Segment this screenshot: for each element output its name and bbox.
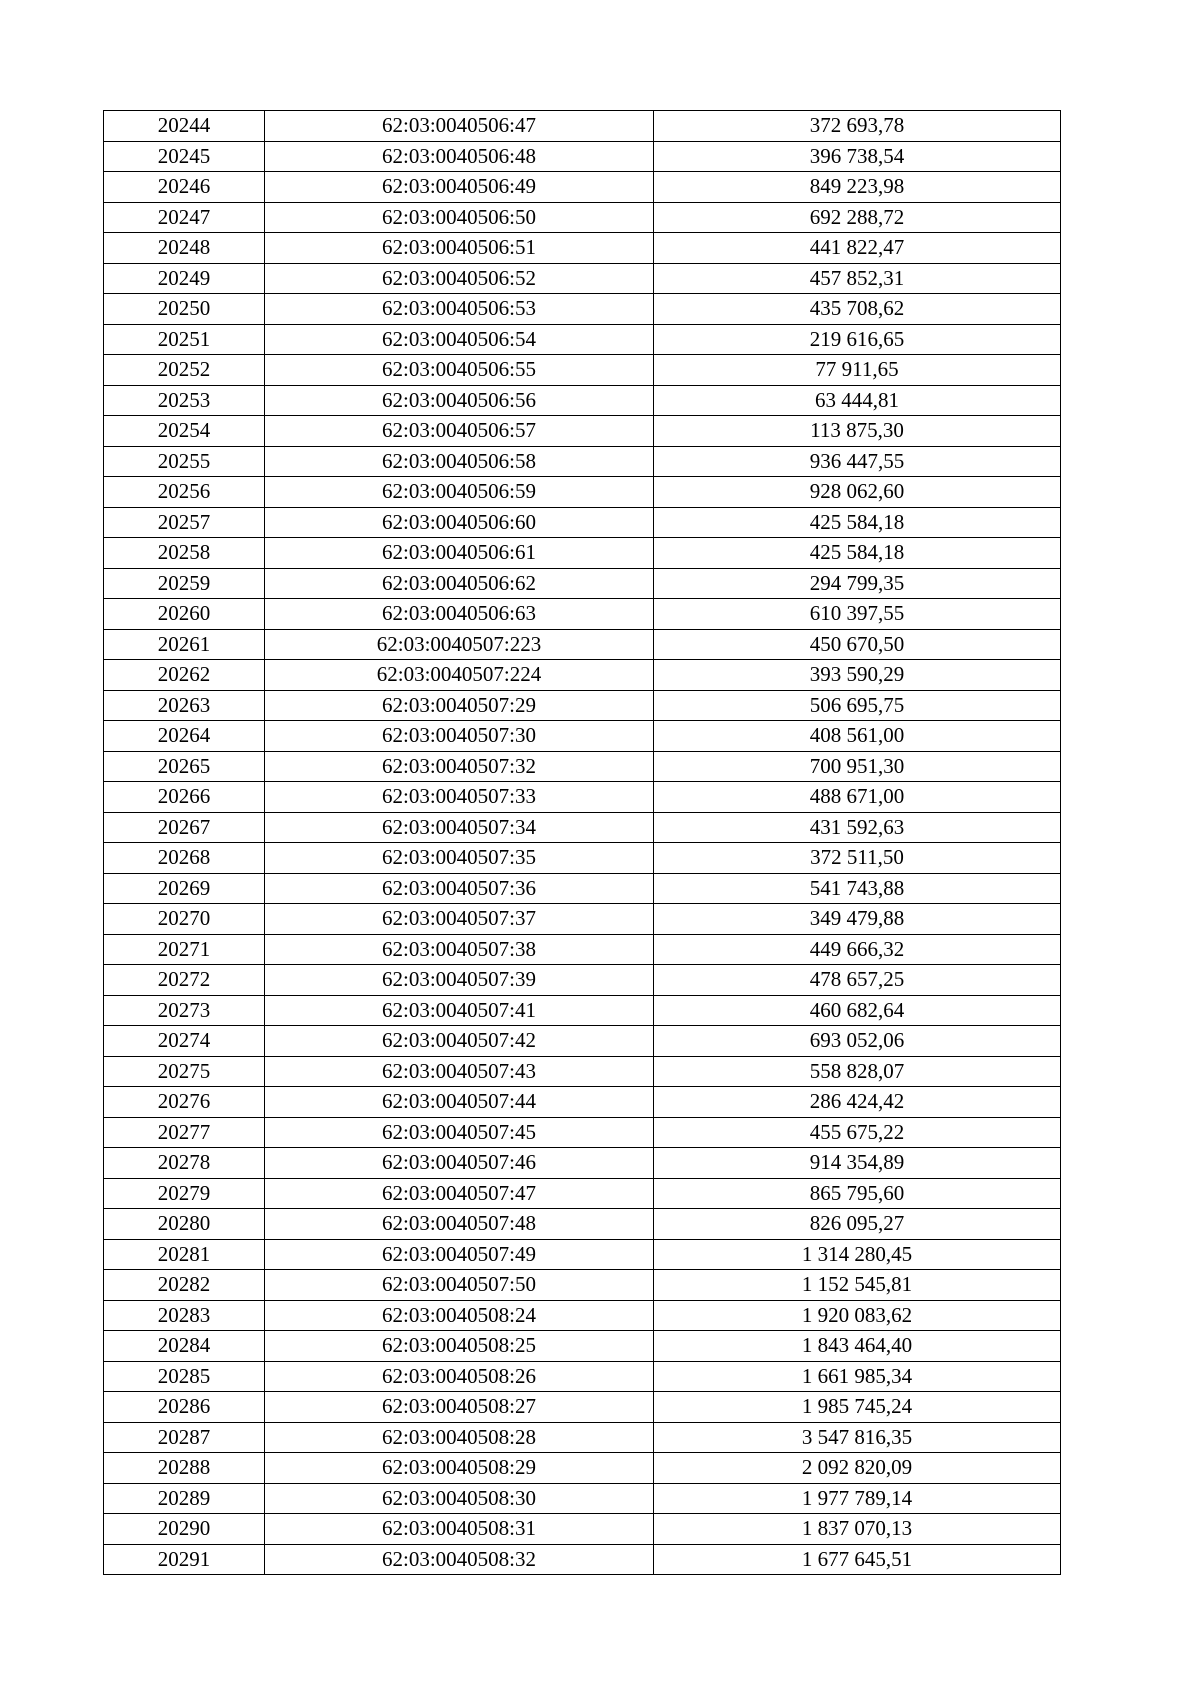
cadastral-value-cell: 541 743,88 [654,873,1061,904]
cadastral-number-cell: 62:03:0040507:32 [265,751,654,782]
table-row [104,1453,1061,1484]
cadastral-number-cell: 62:03:0040506:55 [265,355,654,386]
cadastral-value-cell: 408 561,00 [654,721,1061,752]
cadastral-value-cell: 425 584,18 [654,507,1061,538]
row-number-cell: 20264 [104,721,265,752]
cadastral-value-cell: 1 314 280,45 [654,1239,1061,1270]
cadastral-number-cell: 62:03:0040506:50 [265,202,654,233]
row-number-cell: 20281 [104,1239,265,1270]
row-number-cell: 20259 [104,568,265,599]
row-number-cell: 20277 [104,1117,265,1148]
row-number-cell: 20261 [104,629,265,660]
row-number-cell: 20266 [104,782,265,813]
row-number-cell: 20286 [104,1392,265,1423]
table-row [104,690,1061,721]
cadastral-value-cell: 849 223,98 [654,172,1061,203]
cadastral-value-cell: 1 977 789,14 [654,1483,1061,1514]
cadastral-value-cell: 1 920 083,62 [654,1300,1061,1331]
cadastral-value-cell: 77 911,65 [654,355,1061,386]
table-row [104,1392,1061,1423]
table-row [104,1178,1061,1209]
row-number-cell: 20260 [104,599,265,630]
cadastral-value-table [103,110,1061,1575]
table-row [104,1087,1061,1118]
cadastral-value-cell: 1 661 985,34 [654,1361,1061,1392]
cadastral-number-cell: 62:03:0040506:47 [265,111,654,142]
cadastral-value-cell: 393 590,29 [654,660,1061,691]
table-row [104,324,1061,355]
cadastral-number-cell: 62:03:0040507:33 [265,782,654,813]
cadastral-value-cell: 435 708,62 [654,294,1061,325]
cadastral-number-cell: 62:03:0040508:29 [265,1453,654,1484]
cadastral-number-cell: 62:03:0040506:49 [265,172,654,203]
cadastral-number-cell: 62:03:0040507:34 [265,812,654,843]
table-row [104,1514,1061,1545]
cadastral-number-cell: 62:03:0040506:60 [265,507,654,538]
cadastral-number-cell: 62:03:0040506:63 [265,599,654,630]
row-number-cell: 20268 [104,843,265,874]
cadastral-number-cell: 62:03:0040507:37 [265,904,654,935]
table-row [104,141,1061,172]
table-row [104,355,1061,386]
row-number-cell: 20279 [104,1178,265,1209]
cadastral-value-cell: 1 677 645,51 [654,1544,1061,1575]
cadastral-number-cell: 62:03:0040506:59 [265,477,654,508]
cadastral-value-cell: 1 152 545,81 [654,1270,1061,1301]
table-row [104,995,1061,1026]
table-row [104,568,1061,599]
cadastral-number-cell: 62:03:0040507:30 [265,721,654,752]
table-row [104,660,1061,691]
cadastral-value-cell: 396 738,54 [654,141,1061,172]
table-row [104,416,1061,447]
cadastral-number-cell: 62:03:0040507:49 [265,1239,654,1270]
cadastral-value-cell: 692 288,72 [654,202,1061,233]
table-row [104,202,1061,233]
table-body [104,111,1061,1575]
cadastral-value-cell: 449 666,32 [654,934,1061,965]
row-number-cell: 20270 [104,904,265,935]
cadastral-number-cell: 62:03:0040508:24 [265,1300,654,1331]
table-row [104,873,1061,904]
cadastral-number-cell: 62:03:0040508:25 [265,1331,654,1362]
table-row [104,904,1061,935]
row-number-cell: 20255 [104,446,265,477]
row-number-cell: 20269 [104,873,265,904]
cadastral-value-cell: 865 795,60 [654,1178,1061,1209]
cadastral-value-cell: 826 095,27 [654,1209,1061,1240]
row-number-cell: 20256 [104,477,265,508]
cadastral-number-cell: 62:03:0040507:41 [265,995,654,1026]
row-number-cell: 20284 [104,1331,265,1362]
row-number-cell: 20290 [104,1514,265,1545]
cadastral-value-cell: 372 511,50 [654,843,1061,874]
row-number-cell: 20246 [104,172,265,203]
cadastral-value-cell: 914 354,89 [654,1148,1061,1179]
cadastral-value-cell: 372 693,78 [654,111,1061,142]
cadastral-value-cell: 506 695,75 [654,690,1061,721]
cadastral-value-cell: 2 092 820,09 [654,1453,1061,1484]
cadastral-value-cell: 441 822,47 [654,233,1061,264]
cadastral-number-cell: 62:03:0040507:223 [265,629,654,660]
table-row [104,1117,1061,1148]
cadastral-number-cell: 62:03:0040507:36 [265,873,654,904]
table-row [104,629,1061,660]
cadastral-value-cell: 455 675,22 [654,1117,1061,1148]
row-number-cell: 20283 [104,1300,265,1331]
cadastral-number-cell: 62:03:0040507:42 [265,1026,654,1057]
table-row [104,1148,1061,1179]
cadastral-value-cell: 488 671,00 [654,782,1061,813]
table-row [104,111,1061,142]
cadastral-value-cell: 450 670,50 [654,629,1061,660]
cadastral-value-cell: 558 828,07 [654,1056,1061,1087]
cadastral-number-cell: 62:03:0040508:27 [265,1392,654,1423]
cadastral-number-cell: 62:03:0040506:57 [265,416,654,447]
row-number-cell: 20271 [104,934,265,965]
cadastral-number-cell: 62:03:0040507:47 [265,1178,654,1209]
cadastral-number-cell: 62:03:0040507:43 [265,1056,654,1087]
table-row [104,1239,1061,1270]
row-number-cell: 20285 [104,1361,265,1392]
row-number-cell: 20244 [104,111,265,142]
table-row [104,1422,1061,1453]
table-row [104,965,1061,996]
cadastral-number-cell: 62:03:0040506:52 [265,263,654,294]
table-row [104,233,1061,264]
cadastral-number-cell: 62:03:0040507:46 [265,1148,654,1179]
row-number-cell: 20258 [104,538,265,569]
table-row [104,1331,1061,1362]
row-number-cell: 20280 [104,1209,265,1240]
cadastral-number-cell: 62:03:0040507:44 [265,1087,654,1118]
table-row [104,751,1061,782]
table-row [104,477,1061,508]
table-row [104,843,1061,874]
row-number-cell: 20245 [104,141,265,172]
cadastral-value-cell: 936 447,55 [654,446,1061,477]
cadastral-number-cell: 62:03:0040506:56 [265,385,654,416]
cadastral-number-cell: 62:03:0040506:54 [265,324,654,355]
cadastral-number-cell: 62:03:0040508:28 [265,1422,654,1453]
row-number-cell: 20249 [104,263,265,294]
table-row [104,721,1061,752]
row-number-cell: 20273 [104,995,265,1026]
row-number-cell: 20248 [104,233,265,264]
row-number-cell: 20265 [104,751,265,782]
cadastral-value-cell: 286 424,42 [654,1087,1061,1118]
cadastral-number-cell: 62:03:0040506:61 [265,538,654,569]
table-row [104,1209,1061,1240]
row-number-cell: 20287 [104,1422,265,1453]
cadastral-number-cell: 62:03:0040508:31 [265,1514,654,1545]
row-number-cell: 20267 [104,812,265,843]
cadastral-number-cell: 62:03:0040507:29 [265,690,654,721]
cadastral-value-cell: 693 052,06 [654,1026,1061,1057]
row-number-cell: 20263 [104,690,265,721]
cadastral-number-cell: 62:03:0040506:58 [265,446,654,477]
table-row [104,934,1061,965]
cadastral-value-cell: 460 682,64 [654,995,1061,1026]
table-row [104,294,1061,325]
cadastral-value-cell: 478 657,25 [654,965,1061,996]
cadastral-value-cell: 219 616,65 [654,324,1061,355]
row-number-cell: 20251 [104,324,265,355]
cadastral-value-cell: 349 479,88 [654,904,1061,935]
cadastral-number-cell: 62:03:0040507:45 [265,1117,654,1148]
cadastral-value-cell: 1 837 070,13 [654,1514,1061,1545]
table-row [104,1361,1061,1392]
cadastral-value-cell: 294 799,35 [654,568,1061,599]
table-row [104,507,1061,538]
row-number-cell: 20254 [104,416,265,447]
cadastral-value-cell: 425 584,18 [654,538,1061,569]
cadastral-value-cell: 1 985 745,24 [654,1392,1061,1423]
row-number-cell: 20274 [104,1026,265,1057]
table-row [104,599,1061,630]
cadastral-number-cell: 62:03:0040508:26 [265,1361,654,1392]
row-number-cell: 20247 [104,202,265,233]
table-row [104,1544,1061,1575]
row-number-cell: 20291 [104,1544,265,1575]
table-row [104,1300,1061,1331]
table-row [104,782,1061,813]
row-number-cell: 20289 [104,1483,265,1514]
row-number-cell: 20282 [104,1270,265,1301]
cadastral-number-cell: 62:03:0040507:38 [265,934,654,965]
cadastral-number-cell: 62:03:0040507:48 [265,1209,654,1240]
cadastral-number-cell: 62:03:0040507:224 [265,660,654,691]
table-row [104,1056,1061,1087]
cadastral-number-cell: 62:03:0040508:32 [265,1544,654,1575]
cadastral-number-cell: 62:03:0040507:35 [265,843,654,874]
table-row [104,172,1061,203]
cadastral-value-cell: 63 444,81 [654,385,1061,416]
row-number-cell: 20278 [104,1148,265,1179]
cadastral-value-cell: 3 547 816,35 [654,1422,1061,1453]
cadastral-value-cell: 113 875,30 [654,416,1061,447]
table-row [104,1483,1061,1514]
table-row [104,1026,1061,1057]
cadastral-value-cell: 457 852,31 [654,263,1061,294]
cadastral-number-cell: 62:03:0040506:62 [265,568,654,599]
cadastral-value-cell: 700 951,30 [654,751,1061,782]
table-row [104,812,1061,843]
cadastral-number-cell: 62:03:0040506:53 [265,294,654,325]
cadastral-value-cell: 928 062,60 [654,477,1061,508]
cadastral-value-cell: 610 397,55 [654,599,1061,630]
cadastral-number-cell: 62:03:0040508:30 [265,1483,654,1514]
cadastral-number-cell: 62:03:0040506:48 [265,141,654,172]
table-row [104,263,1061,294]
table-row [104,1270,1061,1301]
row-number-cell: 20262 [104,660,265,691]
row-number-cell: 20288 [104,1453,265,1484]
row-number-cell: 20275 [104,1056,265,1087]
table-row [104,538,1061,569]
table-row [104,385,1061,416]
row-number-cell: 20257 [104,507,265,538]
row-number-cell: 20253 [104,385,265,416]
row-number-cell: 20272 [104,965,265,996]
row-number-cell: 20252 [104,355,265,386]
cadastral-number-cell: 62:03:0040507:50 [265,1270,654,1301]
table-row [104,446,1061,477]
cadastral-value-cell: 431 592,63 [654,812,1061,843]
row-number-cell: 20276 [104,1087,265,1118]
cadastral-number-cell: 62:03:0040506:51 [265,233,654,264]
cadastral-value-cell: 1 843 464,40 [654,1331,1061,1362]
cadastral-number-cell: 62:03:0040507:39 [265,965,654,996]
row-number-cell: 20250 [104,294,265,325]
